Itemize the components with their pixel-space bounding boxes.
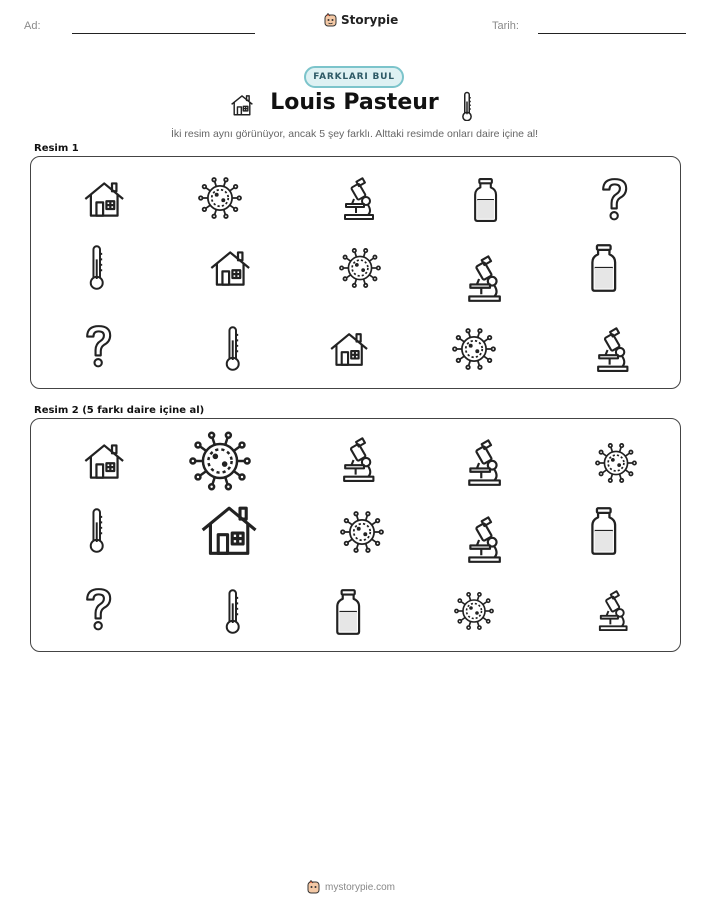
name-label: Ad:	[24, 20, 41, 32]
bottle-icon[interactable]	[589, 506, 619, 556]
house-icon[interactable]	[198, 502, 260, 558]
picture2-label: Resim 2 (5 farkı daire içine al)	[34, 405, 205, 416]
house-icon[interactable]	[82, 179, 126, 219]
microscope-icon[interactable]	[342, 177, 378, 221]
activity-badge: FARKLARI BUL	[304, 66, 404, 88]
microscope-icon[interactable]	[466, 255, 505, 303]
bottle-icon[interactable]	[589, 243, 619, 293]
microscope-icon[interactable]	[595, 327, 633, 373]
microscope-icon[interactable]	[597, 590, 631, 632]
thermometer-icon[interactable]	[224, 324, 241, 372]
page-title: Louis Pasteur	[270, 90, 439, 115]
house-icon[interactable]	[82, 441, 126, 481]
brand-logo	[324, 13, 398, 27]
brand-name: Storypie	[341, 13, 399, 27]
virus-icon[interactable]	[339, 247, 381, 289]
virus-icon[interactable]	[198, 176, 242, 220]
bottle-icon[interactable]	[334, 588, 362, 636]
storypie-mascot-icon	[324, 13, 337, 27]
date-label: Tarih:	[492, 20, 519, 32]
footer-site: mystorypie.com	[325, 881, 396, 893]
bottle-icon[interactable]	[472, 177, 499, 223]
footer	[307, 880, 395, 894]
date-field[interactable]	[538, 33, 686, 34]
microscope-icon[interactable]	[341, 437, 379, 483]
virus-icon[interactable]	[452, 327, 496, 371]
question-icon[interactable]	[83, 323, 114, 369]
instruction-text: İki resim aynı görünüyor, ancak 5 şey farklı. Alttaki resimde onları daire içine al!	[170, 128, 539, 140]
house-icon[interactable]	[328, 330, 370, 368]
virus-icon[interactable]	[340, 510, 384, 554]
thermometer-icon[interactable]	[88, 243, 105, 291]
house-icon[interactable]	[208, 248, 252, 288]
question-icon[interactable]	[599, 176, 630, 222]
name-field[interactable]	[72, 33, 255, 34]
microscope-icon[interactable]	[466, 439, 505, 487]
question-icon[interactable]	[83, 586, 114, 632]
microscope-icon[interactable]	[466, 516, 505, 564]
virus-icon[interactable]	[189, 430, 251, 492]
storypie-mascot-icon	[307, 880, 320, 894]
thermometer-icon	[461, 91, 473, 125]
virus-icon[interactable]	[454, 591, 494, 631]
thermometer-icon[interactable]	[224, 587, 241, 635]
picture1-label: Resim 1	[34, 143, 79, 154]
virus-icon[interactable]	[595, 442, 637, 484]
thermometer-icon[interactable]	[88, 506, 105, 554]
